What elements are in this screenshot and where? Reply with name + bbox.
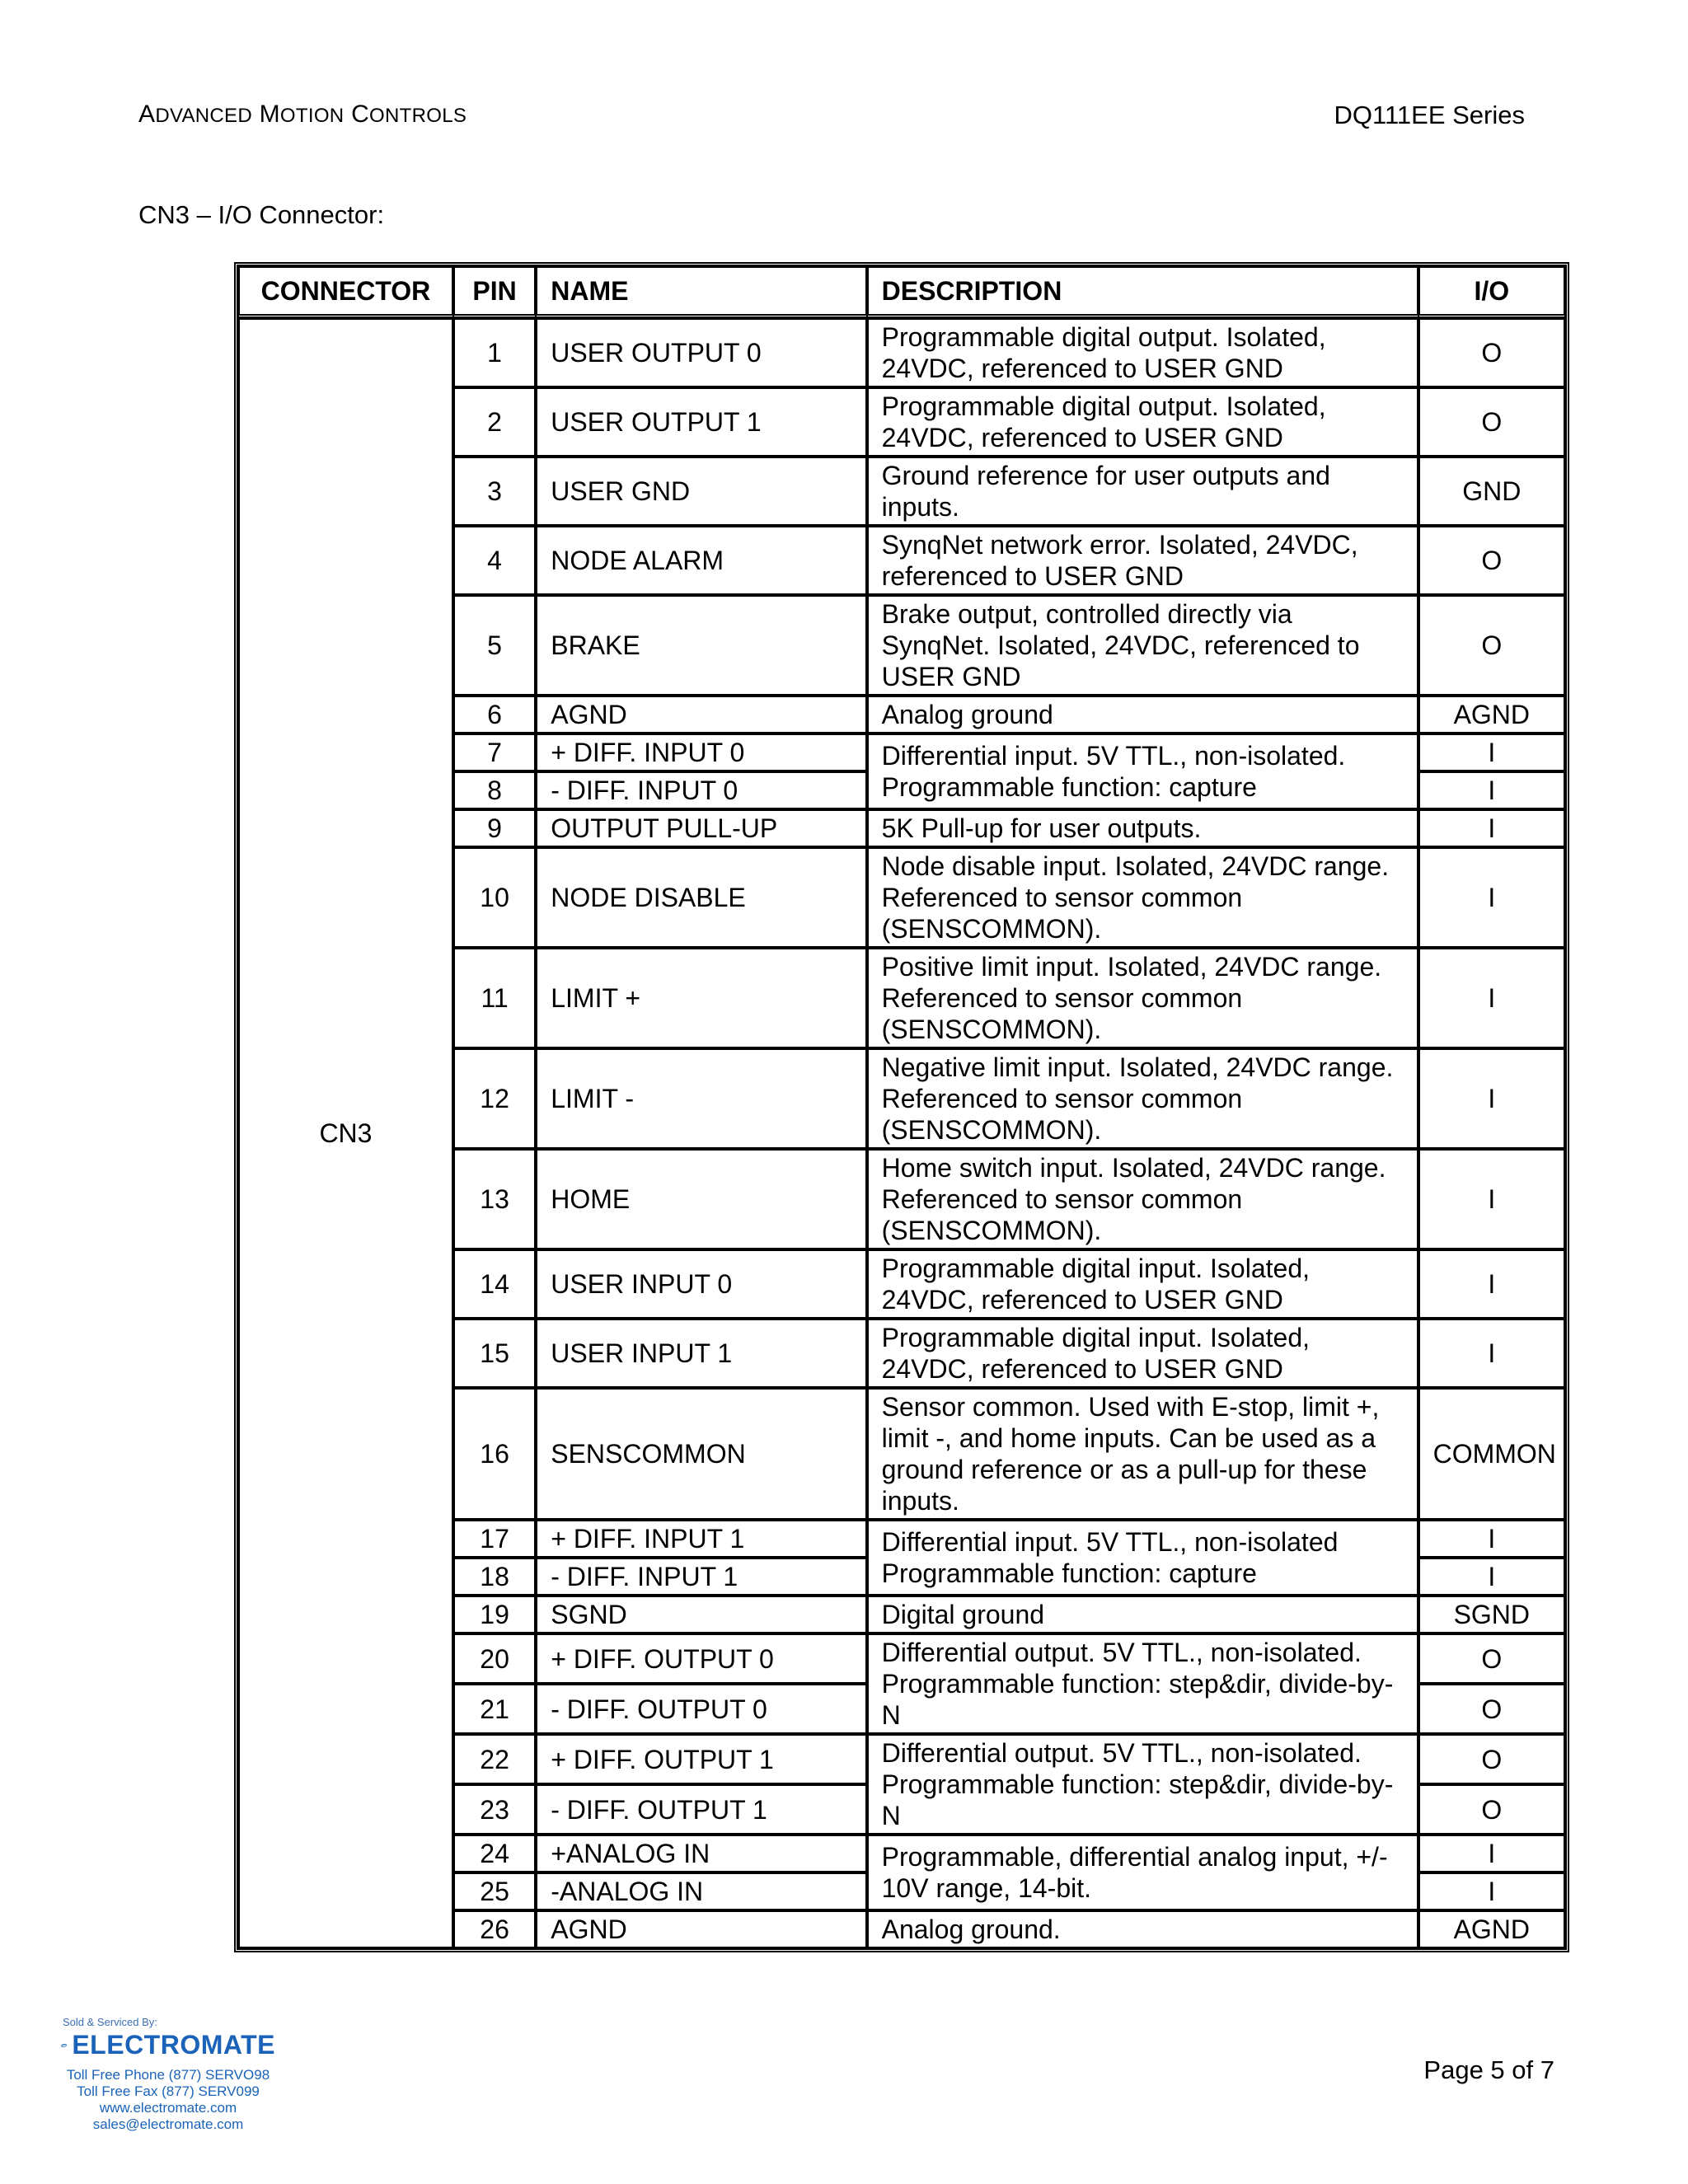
pin-cell: 17 [453,1520,536,1558]
io-cell: O [1418,318,1565,387]
pin-cell: 3 [453,457,536,526]
description-cell: Analog ground [867,696,1418,733]
description-cell: Differential output. 5V TTL., non-isolated. Programmable function: step&dir, divide-by-N [867,1734,1418,1835]
pin-cell: 10 [453,847,536,948]
brand-name: ELECTROMATE [72,2030,275,2060]
description-cell: Differential input. 5V TTL., non-isolated. Programmable function: capture [867,733,1418,809]
name-cell: OUTPUT PULL-UP [536,809,866,847]
name-cell: USER GND [536,457,866,526]
name-cell: + DIFF. INPUT 0 [536,733,866,771]
header-description: DESCRIPTION [867,266,1418,318]
name-cell: - DIFF. OUTPUT 1 [536,1784,866,1835]
page-number: Page 5 of 7 [1423,2055,1554,2084]
io-cell: I [1418,1520,1565,1558]
company-rest-1: DVANCED [155,105,252,127]
name-cell: + DIFF. OUTPUT 1 [536,1734,866,1784]
io-cell: O [1418,526,1565,595]
name-cell: SENSCOMMON [536,1388,866,1520]
description-cell: Programmable digital input. Isolated, 24VDC, referenced to USER GND [867,1249,1418,1319]
io-cell: GND [1418,457,1565,526]
io-cell: AGND [1418,1910,1565,1948]
pin-cell: 26 [453,1910,536,1948]
description-cell: Node disable input. Isolated, 24VDC range. Referenced to sensor common (SENSCOMMON). [867,847,1418,948]
company-initial-2: M [259,101,280,128]
name-cell: NODE ALARM [536,526,866,595]
pin-cell: 13 [453,1149,536,1249]
pin-cell: 23 [453,1784,536,1835]
io-connector-table-wrap [234,262,1569,1952]
series-title: DQ111EE Series [1334,101,1525,129]
name-cell: AGND [536,1910,866,1948]
name-cell: LIMIT - [536,1048,866,1149]
io-cell: I [1418,809,1565,847]
name-cell: USER INPUT 0 [536,1249,866,1319]
pin-cell: 19 [453,1596,536,1633]
description-cell: Differential output. 5V TTL., non-isolated. Programmable function: step&dir, divide-by-N [867,1633,1418,1734]
io-cell: O [1418,1684,1565,1734]
name-cell: LIMIT + [536,948,866,1048]
description-cell: Differential input. 5V TTL., non-isolated Programmable function: capture [867,1520,1418,1596]
io-cell: O [1418,1784,1565,1835]
io-cell: O [1418,387,1565,457]
io-cell: O [1418,1633,1565,1684]
pin-cell: 22 [453,1734,536,1784]
company-rest-3: ONTROLS [369,105,467,127]
name-cell: -ANALOG IN [536,1872,866,1910]
name-cell: BRAKE [536,595,866,696]
description-cell: Negative limit input. Isolated, 24VDC range. Referenced to sensor common (SENSCOMMON). [867,1048,1418,1149]
io-cell: O [1418,1734,1565,1784]
contact-block [61,2067,275,2133]
description-cell: SynqNet network error. Isolated, 24VDC, referenced to USER GND [867,526,1418,595]
pin-cell: 18 [453,1558,536,1596]
description-cell: Programmable, differential analog input, +/- 10V range, 14-bit. [867,1835,1418,1910]
description-cell: Programmable digital output. Isolated, 24VDC, referenced to USER GND [867,387,1418,457]
pin-cell: 6 [453,696,536,733]
pin-cell: 16 [453,1388,536,1520]
io-cell: I [1418,847,1565,948]
pin-cell: 12 [453,1048,536,1149]
io-cell: I [1418,1872,1565,1910]
description-cell: Positive limit input. Isolated, 24VDC range. Referenced to sensor common (SENSCOMMON). [867,948,1418,1048]
description-cell: Analog ground. [867,1910,1418,1948]
electromate-logo [61,2016,275,2133]
io-cell: O [1418,595,1565,696]
company-rest-2: OTION [279,105,345,127]
io-connector-table [234,262,1569,1952]
pin-cell: 7 [453,733,536,771]
brand-line [61,2030,275,2060]
connector-cell: CN3 [238,318,453,1948]
pin-cell: 8 [453,771,536,809]
name-cell: SGND [536,1596,866,1633]
name-cell: + DIFF. INPUT 1 [536,1520,866,1558]
pin-cell: 9 [453,809,536,847]
pin-cell: 5 [453,595,536,696]
description-cell: Programmable digital input. Isolated, 24VDC, referenced to USER GND [867,1319,1418,1388]
io-cell: I [1418,1558,1565,1596]
company-initial-1: A [138,101,156,128]
name-cell: USER OUTPUT 1 [536,387,866,457]
header-pin: PIN [453,266,536,318]
pin-cell: 4 [453,526,536,595]
company-initial-3: C [351,101,370,128]
io-cell: I [1418,1319,1565,1388]
electromate-swoosh-icon [61,2033,67,2058]
name-cell: HOME [536,1149,866,1249]
pin-cell: 15 [453,1319,536,1388]
pin-cell: 21 [453,1684,536,1734]
header-name: NAME [536,266,866,318]
pin-cell: 11 [453,948,536,1048]
pin-cell: 2 [453,387,536,457]
pin-cell: 24 [453,1835,536,1872]
io-cell: I [1418,948,1565,1048]
io-cell: I [1418,1835,1565,1872]
company-name [138,101,467,129]
section-title: CN3 – I/O Connector: [138,200,385,229]
io-cell: I [1418,771,1565,809]
description-cell: Ground reference for user outputs and inputs. [867,457,1418,526]
io-cell: I [1418,1048,1565,1149]
name-cell: NODE DISABLE [536,847,866,948]
name-cell: +ANALOG IN [536,1835,866,1872]
name-cell: - DIFF. INPUT 1 [536,1558,866,1596]
contact-email: sales@electromate.com [92,2116,244,2132]
name-cell: + DIFF. OUTPUT 0 [536,1633,866,1684]
contact-phone: Toll Free Phone (877) SERVO98 [66,2067,270,2083]
contact-web: www.electromate.com [99,2100,237,2116]
pin-cell: 20 [453,1633,536,1684]
name-cell: - DIFF. INPUT 0 [536,771,866,809]
table-body [238,318,1565,1948]
table-header-row [238,266,1565,318]
description-cell: Digital ground [867,1596,1418,1633]
contact-fax: Toll Free Fax (877) SERV099 [77,2083,260,2099]
description-cell: Programmable digital output. Isolated, 24VDC, referenced to USER GND [867,318,1418,387]
table-row [238,318,1565,387]
header-io: I/O [1418,266,1565,318]
description-cell: 5K Pull-up for user outputs. [867,809,1418,847]
sold-by-label: Sold & Serviced By: [63,2016,157,2028]
description-cell: Brake output, controlled directly via SynqNet. Isolated, 24VDC, referenced to USER GND [867,595,1418,696]
description-cell: Sensor common. Used with E-stop, limit +, limit -, and home inputs. Can be used as a ground reference or as a pull-up for these inputs. [867,1388,1418,1520]
io-cell: I [1418,1149,1565,1249]
name-cell: AGND [536,696,866,733]
pin-cell: 25 [453,1872,536,1910]
io-cell: SGND [1418,1596,1565,1633]
header-connector: CONNECTOR [238,266,453,318]
pin-cell: 1 [453,318,536,387]
io-cell: COMMON [1418,1388,1565,1520]
io-cell: I [1418,733,1565,771]
io-cell: AGND [1418,696,1565,733]
description-cell: Home switch input. Isolated, 24VDC range. Referenced to sensor common (SENSCOMMON). [867,1149,1418,1249]
io-cell: I [1418,1249,1565,1319]
name-cell: USER INPUT 1 [536,1319,866,1388]
name-cell: USER OUTPUT 0 [536,318,866,387]
pin-cell: 14 [453,1249,536,1319]
name-cell: - DIFF. OUTPUT 0 [536,1684,866,1734]
